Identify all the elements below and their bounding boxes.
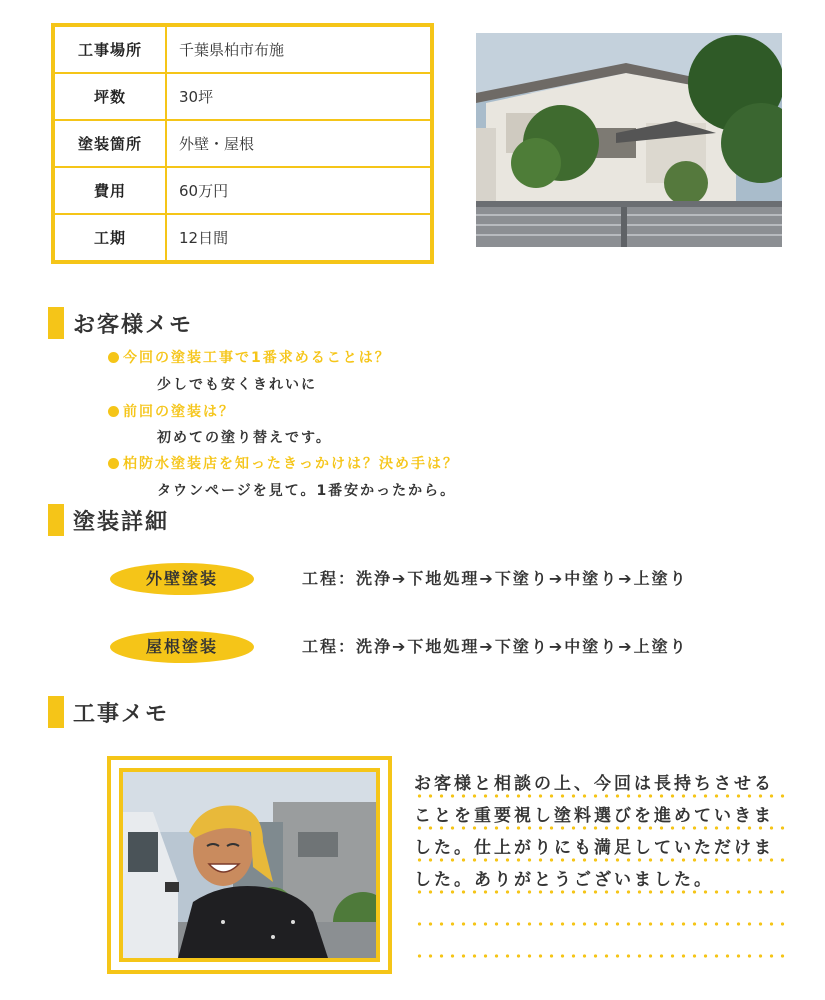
table-key: 坪数: [53, 73, 166, 120]
worker-image: [123, 772, 376, 958]
house-photo: [476, 33, 782, 247]
section-title: お客様メモ: [73, 312, 194, 338]
dotted-rule: [414, 922, 790, 926]
table-row: [53, 120, 432, 167]
worker-photo-frame: [107, 756, 392, 974]
work-memo: [414, 768, 790, 896]
memo-answer: 少しでも安くきれいに: [157, 377, 317, 393]
bullet-dot-icon: [108, 458, 119, 469]
memo-question: [108, 401, 235, 421]
bullet-dot-icon: [108, 406, 119, 417]
table-value: 30坪: [166, 73, 432, 120]
question-text: 柏防水塗装店を知ったきっかけは？決め手は？: [123, 456, 459, 472]
section-heading-detail: [48, 504, 169, 536]
table-key: 工期: [53, 214, 166, 262]
section-title: 塗装詳細: [73, 509, 170, 535]
table-key: 工事場所: [53, 25, 166, 73]
house-image: [476, 33, 782, 247]
question-text: 前回の塗装は？: [123, 404, 235, 420]
section-heading-memo: [48, 307, 193, 339]
heading-accent-bar: [48, 696, 64, 728]
table-value: 60万円: [166, 167, 432, 214]
wall-paint-badge: 外壁塗装: [110, 563, 254, 595]
work-memo-line: した。仕上がりにも満足していただけま: [414, 838, 774, 858]
dotted-rule: [414, 954, 790, 958]
wall-paint-process: 工程：洗浄➔下地処理➔下塗り➔中塗り➔上塗り: [302, 569, 688, 588]
table-key: 塗装箇所: [53, 120, 166, 167]
project-info-table: [51, 23, 434, 264]
roof-paint-badge: 屋根塗装: [110, 631, 254, 663]
question-text: 今回の塗装工事で1番求めることは？: [123, 350, 391, 366]
heading-accent-bar: [48, 504, 64, 536]
table-key: 費用: [53, 167, 166, 214]
section-title: 工事メモ: [73, 701, 170, 727]
heading-accent-bar: [48, 307, 64, 339]
table-row: [53, 214, 432, 262]
worker-photo: [119, 768, 380, 962]
table-row: [53, 167, 432, 214]
work-memo-line: お客様と相談の上、今回は長持ちさせる: [414, 774, 774, 794]
table-value: 千葉県柏市布施: [166, 25, 432, 73]
table-value: 外壁・屋根: [166, 120, 432, 167]
dotted-rule: [414, 794, 790, 798]
bullet-dot-icon: [108, 352, 119, 363]
work-memo-line: した。ありがとうございました。: [414, 870, 714, 890]
work-memo-line: ことを重要視し塗料選びを進めていきま: [414, 806, 774, 826]
memo-question: [108, 453, 459, 473]
memo-answer: タウンページを見て。1番安かったから。: [157, 483, 457, 499]
table-value: 12日間: [166, 214, 432, 262]
table-row: [53, 73, 432, 120]
memo-question: [108, 347, 391, 367]
section-heading-work: [48, 696, 169, 728]
memo-answer: 初めての塗り替えです。: [157, 430, 332, 446]
roof-paint-process: 工程：洗浄➔下地処理➔下塗り➔中塗り➔上塗り: [302, 637, 688, 656]
dotted-rule: [414, 890, 790, 894]
dotted-rule: [414, 826, 790, 830]
dotted-rule: [414, 858, 790, 862]
table-row: [53, 25, 432, 73]
